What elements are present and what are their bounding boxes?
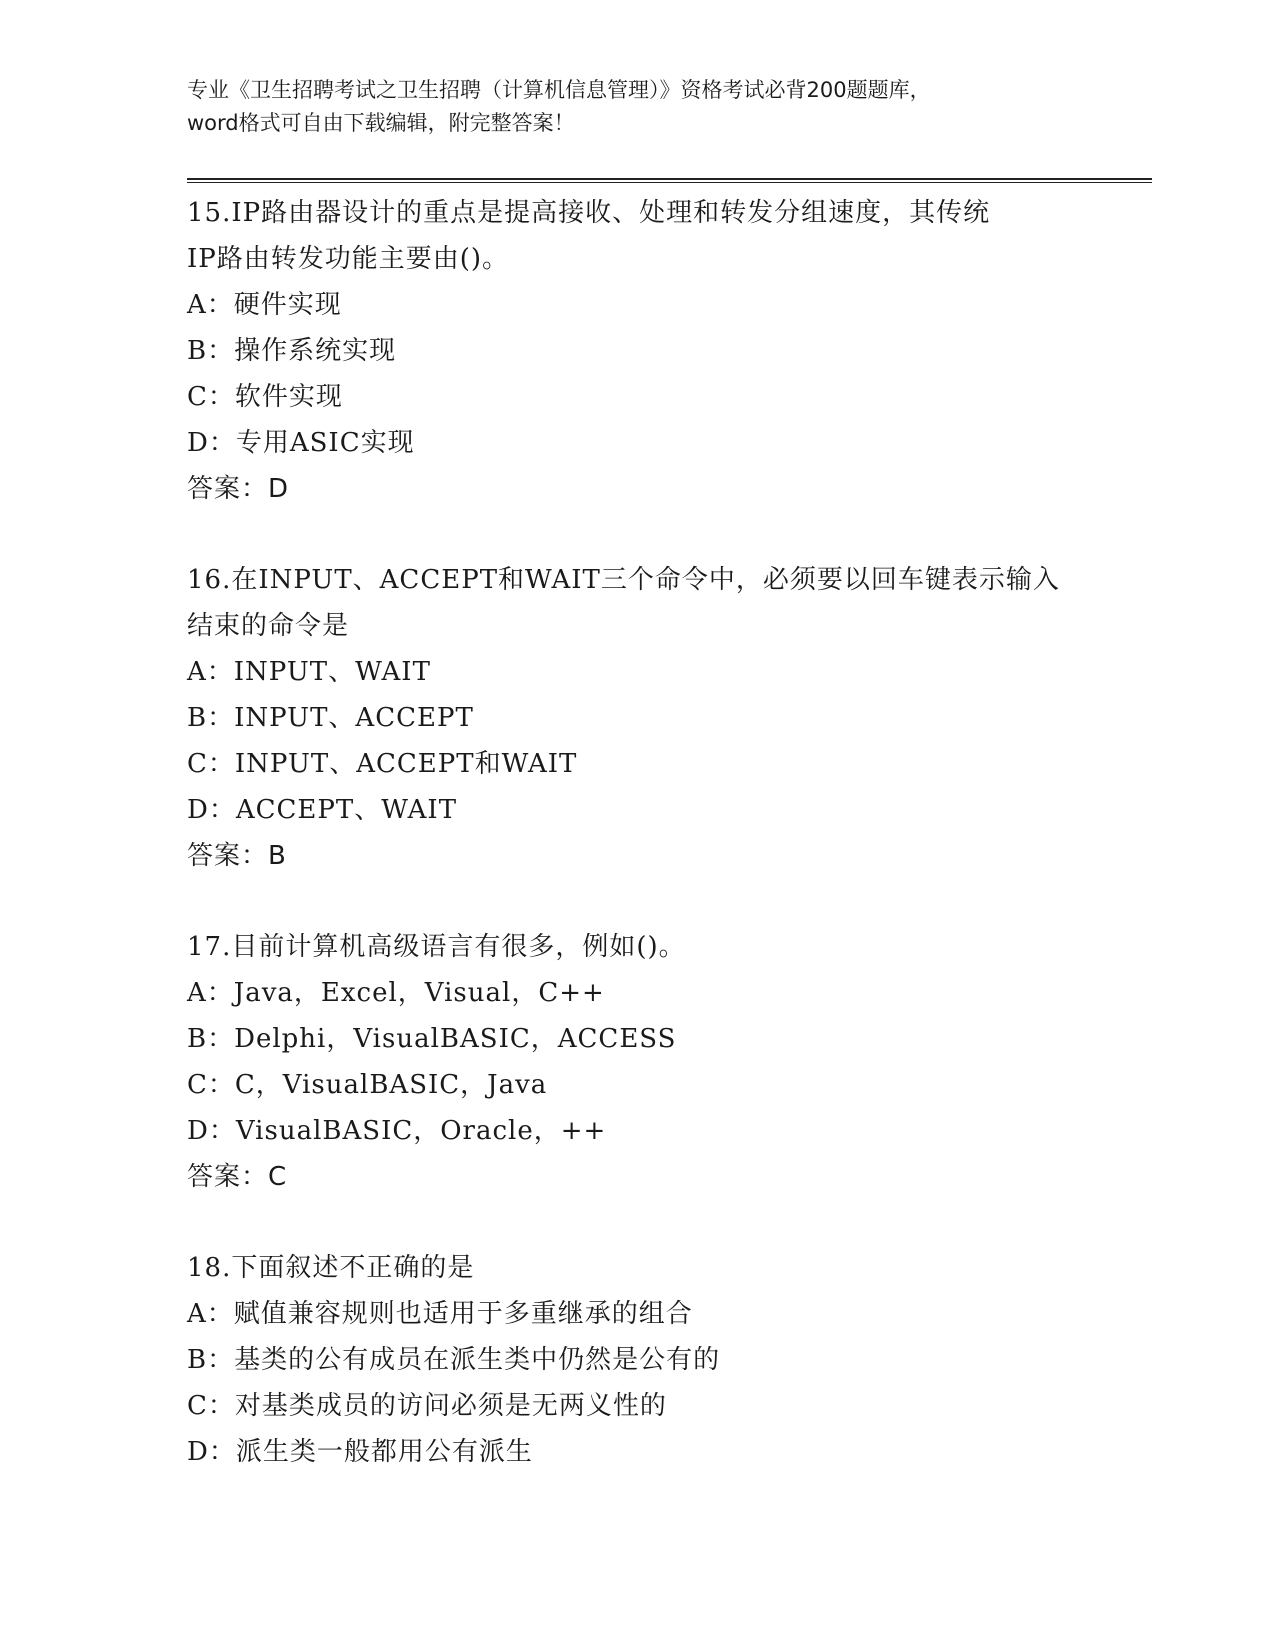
option-b: B：基类的公有成员在派生类中仍然是公有的 [187, 1345, 721, 1375]
question-15 [187, 190, 1087, 512]
question-18 [187, 1245, 1087, 1475]
option-c: C：INPUT、ACCEPT和WAIT [187, 749, 578, 779]
option-d: D：ACCEPT、WAIT [187, 795, 458, 825]
question-stem: 结束的命令是 [187, 611, 350, 641]
option-d: D：专用ASIC实现 [187, 428, 415, 458]
question-stem: 15.IP路由器设计的重点是提高接收、处理和转发分组速度，其传统 [187, 198, 991, 228]
question-stem: 18.下面叙述不正确的是 [187, 1253, 475, 1283]
option-b: B：操作系统实现 [187, 336, 397, 366]
header-divider [187, 178, 1152, 183]
option-d: D：VisualBASIC，Oracle，++ [187, 1116, 607, 1146]
question-list [187, 190, 1087, 1520]
header-line-2: word格式可自由下载编辑，附完整答案！ [187, 111, 575, 135]
option-b: B：INPUT、ACCEPT [187, 703, 474, 733]
answer: 答案：D [187, 474, 290, 504]
option-a: A：硬件实现 [187, 290, 342, 320]
answer: 答案：C [187, 1162, 288, 1192]
question-stem: 16.在INPUT、ACCEPT和WAIT三个命令中，必须要以回车键表示输入 [187, 565, 1060, 595]
question-stem: IP路由转发功能主要由()。 [187, 244, 510, 274]
option-a: A：INPUT、WAIT [187, 657, 431, 687]
option-c: C：C，VisualBASIC，Java [187, 1070, 548, 1100]
option-a: A：Java，Excel，Visual，C++ [187, 978, 605, 1008]
question-17 [187, 924, 1087, 1200]
header-line-1: 专业《卫生招聘考试之卫生招聘（计算机信息管理）》资格考试必背200题题库， [187, 78, 931, 102]
document-header [187, 74, 1087, 140]
option-a: A：赋值兼容规则也适用于多重继承的组合 [187, 1299, 693, 1329]
question-stem: 17.目前计算机高级语言有很多，例如()。 [187, 932, 686, 962]
option-c: C：对基类成员的访问必须是无两义性的 [187, 1391, 667, 1421]
option-d: D：派生类一般都用公有派生 [187, 1437, 533, 1467]
answer: 答案：B [187, 841, 287, 871]
option-c: C：软件实现 [187, 382, 343, 412]
option-b: B：Delphi，VisualBASIC，ACCESS [187, 1024, 677, 1054]
question-16 [187, 557, 1087, 879]
